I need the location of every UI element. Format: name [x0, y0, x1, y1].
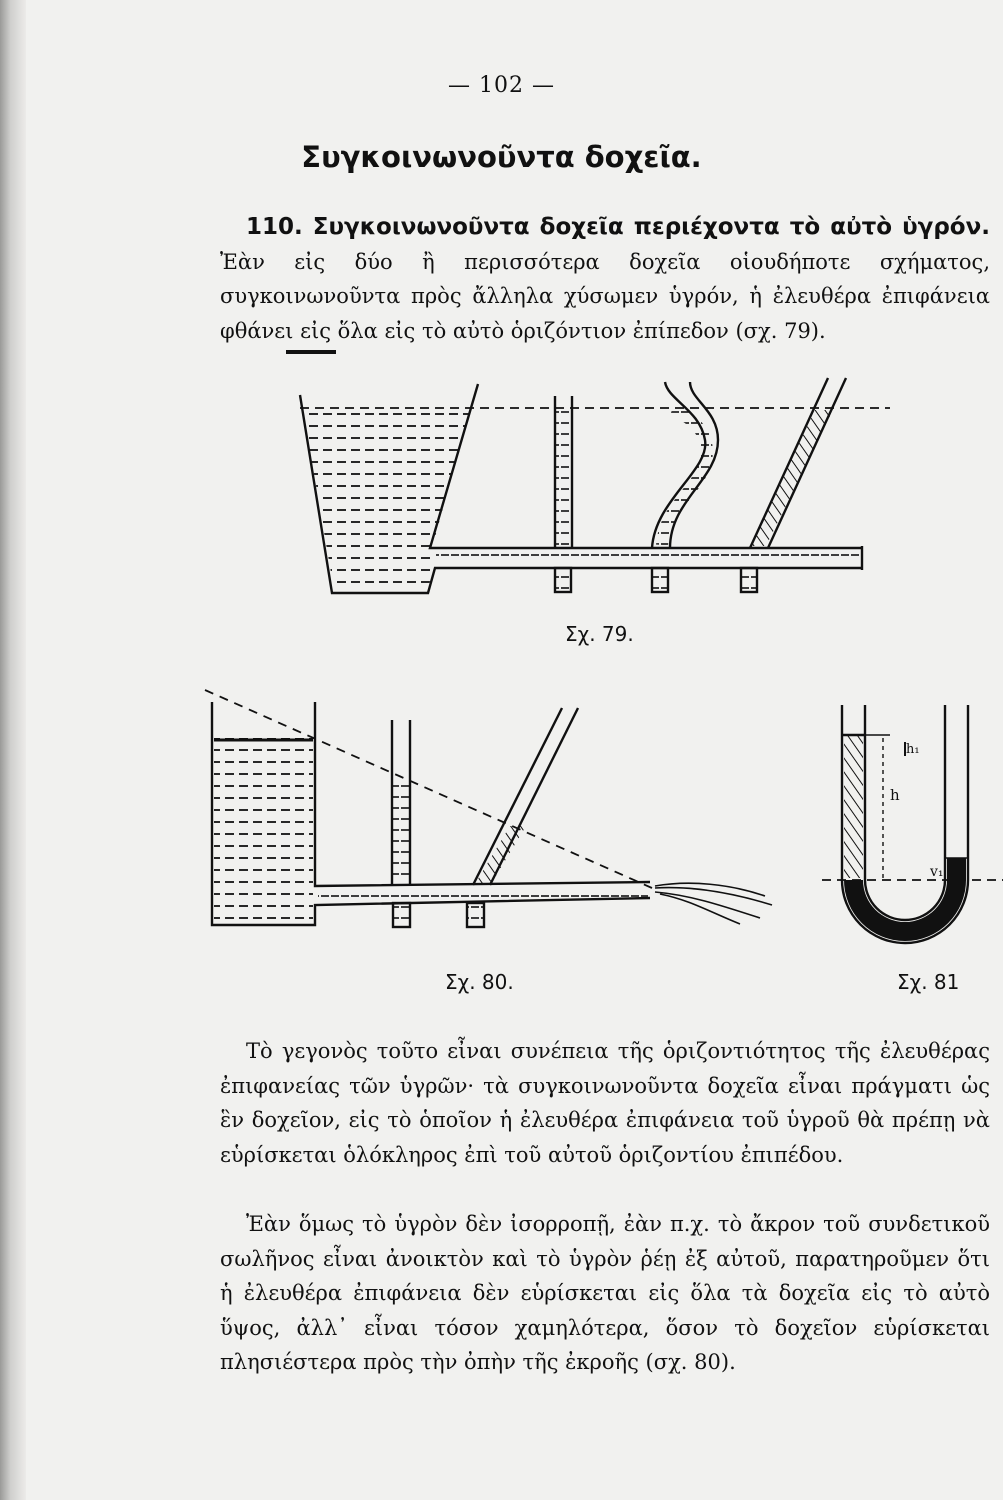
paragraph-3	[220, 1207, 990, 1380]
page-number: — 102 —	[448, 73, 555, 98]
fig81-label-h: h	[890, 786, 900, 804]
fig81-label-h1: h₁	[906, 742, 920, 757]
fig79-tube-liquid	[436, 551, 860, 565]
fig80-liquid	[214, 738, 313, 923]
fig81-light-liquid	[844, 735, 863, 878]
paragraph-2-text: Τὸ γεγονὸς τοῦτο εἶναι συνέπεια τῆς ὁριζοντιότητος τῆς ἐλευθέρας ἐπιφανείας τῶν ὑγρῶν· τὰ συγκοινωνοῦντα δοχεῖα εἶναι πράγματι ὡς ἓν δοχεῖον, εἰς τὸ ὁποῖον ἡ ἐλευθέρα ἐπιφάνεια τοῦ ὑγροῦ θὰ πρέπῃ νὰ εὑρίσκεται ὁλόκληρος ἐπὶ τοῦ αὐτοῦ ὁριζοντίου ἐπιπέδου.	[220, 1039, 990, 1167]
paragraph-body: Ἐὰν εἰς δύο ἢ περισσότερα δοχεῖα οἱουδήποτε σχήματος, συγκοινωνοῦντα πρὸς ἄλληλα χύσωμεν ὑγρόν, ἡ ἐλευθέρα ἐπιφάνεια φθάνει εἰς ὅλα εἰς τὸ αὐτὸ ὁριζόντιον ἐπίπεδον (σχ. 79).	[220, 249, 990, 343]
paragraph-2	[220, 1034, 990, 1172]
paragraph-3-text: Ἐὰν ὅμως τὸ ὑγρὸν δὲν ἰσορροπῇ, ἐὰν π.χ. τὸ ἄκρον τοῦ συνδετικοῦ σωλῆνος εἶναι ἀνοικτὸν καὶ τὸ ὑγρὸν ῥέῃ ἐξ αὐτοῦ, παρατηροῦμεν ὅτι ἡ ἐλευθέρα ἐπιφάνεια δὲν εὑρίσκεται εἰς ὅλα τὰ δοχεῖα εἰς τὸ αὐτὸ ὕψος, ἀλλ᾽ εἶναι τόσον χαμηλότερα, ὅσον τὸ δοχεῖον εὑρίσκεται πλησιέστερα πρὸς τὴν ὀπὴν τῆς ἐκροῆς (σχ. 80).	[220, 1212, 990, 1374]
section-title: Συγκοινωνοῦντα δοχεῖα.	[301, 140, 702, 174]
fig81-label-v: v₁	[930, 864, 944, 880]
figure-79-caption: Σχ. 79.	[565, 622, 634, 646]
figure-80	[205, 690, 772, 927]
figure-80-caption: Σχ. 80.	[445, 970, 514, 994]
fig80-tank-right	[315, 702, 650, 886]
figure-79	[300, 378, 890, 593]
figure-81-caption: Σχ. 81	[897, 970, 960, 994]
paragraph-heading: 110. Συγκοινωνοῦντα δοχεῖα περιέχοντα τὸ αὐτὸ ὑγρόν.	[246, 214, 990, 240]
figure-81	[822, 705, 1003, 943]
